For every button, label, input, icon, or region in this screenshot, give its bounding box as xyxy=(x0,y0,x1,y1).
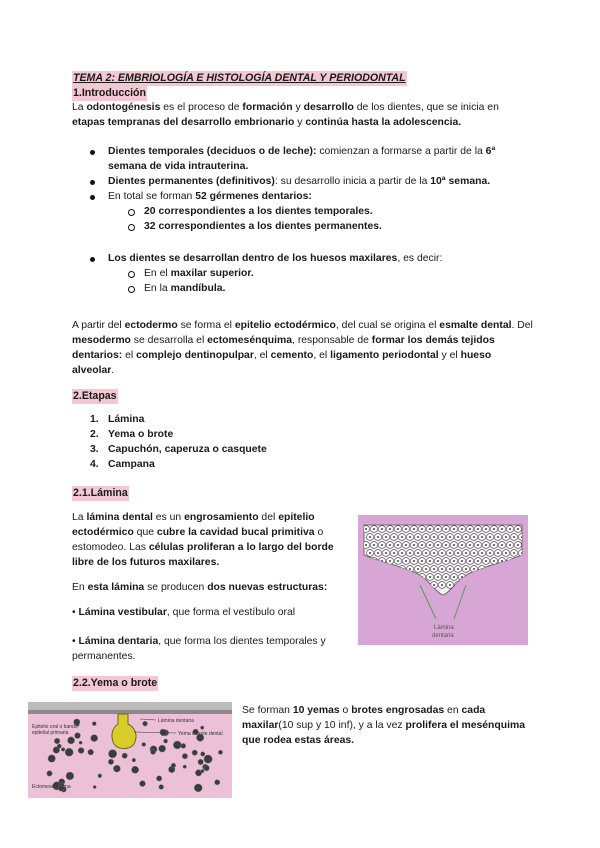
bullet-huesos-maxilares: Los dientes se desarrollan dentro de los huesos maxilares, es decir: xyxy=(108,251,528,266)
yema-brote-illustration xyxy=(28,702,232,798)
etapa-item: 2. Yema o brote xyxy=(90,429,174,440)
etapa-item: 4. Campana xyxy=(90,459,155,470)
sub-bullet-20: 20 correspondientes a los dientes temporales. xyxy=(144,204,528,219)
lamina-paragraph-3: • Lámina vestibular, que forma el vestíbulo oral xyxy=(72,607,296,618)
epitelio-label: Epitelio oral o bando xyxy=(32,724,78,730)
yema-paragraph: Se forman 10 yemas o brotes engrosadas en cada maxilar(10 sup y 10 inf), y a la vez prolifera el mesénquima que rodea estas áreas. xyxy=(242,705,526,746)
intro-heading: 1.Introducción xyxy=(73,87,146,99)
etapas-list xyxy=(90,412,267,472)
sub-bullet-mandibula: En la mandíbula. xyxy=(144,281,528,296)
lamina-paragraph-2: En esta lámina se producen dos nuevas estructuras: xyxy=(72,582,328,593)
lamina-figure-label: Lámina xyxy=(434,625,454,631)
lamina-paragraph-1: La lámina dental es un engrosamiento del epitelio ectodérmico que cubre la cavidad bucal primitiva o estomodeo. Las células proliferan a lo largo del borde libre de los futuros maxilares. xyxy=(72,512,334,568)
intro-paragraph-2: A partir del ectodermo se forma el epitelio ectodérmico, del cual se origina el esmalte dental. Del mesodermo se desarrolla el ectomesénquima, responsable de formar los demás tejidos dentarios: el complejo dentinopulpar, el cemento, el ligamento periodontal y el hueso alveolar. xyxy=(72,320,533,376)
intro-bullet-list xyxy=(108,144,528,296)
lamina-heading: 2.1.Lámina xyxy=(73,487,128,499)
lamina-paragraph-4: • Lámina dentaria, que forma los dientes temporales y permanentes. xyxy=(72,636,326,662)
yema-heading: 2.2.Yema o brote xyxy=(73,677,158,689)
lamina-dental-illustration xyxy=(358,515,528,645)
dentaria-figure-label: dentaria xyxy=(432,633,454,639)
sub-bullet-32: 32 correspondientes a los dientes permanentes. xyxy=(144,219,528,234)
brote-label: Yema o brote dental xyxy=(178,731,223,737)
sub-bullet-maxilar: En el maxilar superior. xyxy=(144,266,528,281)
etapas-heading: 2.Etapas xyxy=(73,390,117,402)
page-title: TEMA 2: EMBRIOLOGÍA E HISTOLOGÍA DENTAL Y PERIODONTAL xyxy=(73,72,406,84)
etapa-item: 3. Capuchón, caperuza o casquete xyxy=(90,444,267,455)
intro-paragraph-1: La odontogénesis es el proceso de formación y desarrollo de los dientes, que se inicia en etapas tempranas del desarrollo embrionario y continúa hasta la adolescencia. xyxy=(72,102,499,128)
lamina-dentaria-label: Lámina dentaria xyxy=(158,718,194,724)
epitelio-label-2: epitelial primaria xyxy=(32,730,69,736)
etapa-item: 1. Lámina xyxy=(90,414,145,425)
lamina-dental-figure xyxy=(358,515,528,645)
ectomesenquima-label: Ectomesénquima xyxy=(32,784,71,790)
yema-brote-figure xyxy=(28,702,232,798)
bullet-germenes: En total se forman 52 gérmenes dentarios: xyxy=(108,189,528,204)
bullet-dientes-temporales: Dientes temporales (deciduos o de leche): comienzan a formarse a partir de la 6ª semana de vida intrauterina. xyxy=(108,144,528,174)
bullet-dientes-permanentes: Dientes permanentes (definitivos): su desarrollo inicia a partir de la 10ª semana. xyxy=(108,174,528,189)
